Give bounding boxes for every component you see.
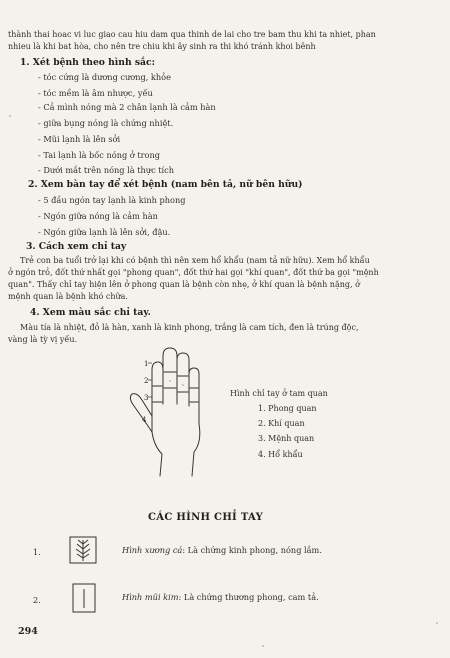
section-1-title: 1. Xét bệnh theo hình sắc: (20, 57, 155, 68)
svg-text:3: 3 (144, 394, 149, 402)
section-3-title: 3. Cách xem chỉ tay (26, 241, 127, 252)
section-1-item: - tóc mềm là âm nhược, yếu (38, 88, 153, 98)
section-1-item: - giữa bụng nóng là chứng nhiệt. (38, 118, 174, 128)
needle-icon (72, 583, 96, 613)
figure-item: 4. Hổ khẩu (258, 450, 303, 459)
hand-illustration (122, 342, 222, 477)
section-4-line: Màu tía là nhiệt, đỏ là hàn, xanh là kinh phong, trắng là cam tích, đen là trúng độc, (20, 323, 359, 332)
svg-text:4: 4 (142, 416, 147, 424)
svg-text:2: 2 (144, 377, 149, 385)
palm-row-text (122, 545, 322, 555)
page-number: 294 (18, 626, 38, 637)
scan-speck (262, 645, 264, 647)
section-1-item: - Tai lạnh là bốc nóng ở trong (38, 150, 160, 160)
palm-row-number: 1. (33, 547, 41, 557)
section-1-item: - Cả mình nóng mà 2 chân lạnh là cảm hàn (38, 102, 216, 112)
section-4-line: vàng là tỳ vị yếu. (8, 335, 78, 344)
palm-row-desc: : Là chứng thương phong, cam tả. (178, 592, 319, 602)
section-1-item: - Dưới mắt trên nóng là thực tích (38, 165, 175, 175)
section-1-item: - Mũi lạnh là lên sởi (38, 134, 121, 144)
intro-line-1: thành thai hoac vi luc giao cau hiu dam qua thinh de lai cho tre bam thu khi ta nhiet, phan (8, 30, 376, 39)
section-2-item: - 5 đầu ngón tay lạnh là kinh phong (38, 195, 186, 205)
figure-item: 1. Phong quan (258, 404, 317, 413)
figure-item: 3. Mệnh quan (258, 434, 315, 443)
intro-line-2: nhieu là khi bat hòa, cho nên tre chiu khi ây sinh ra thi khó tránh khoi bênh (8, 42, 316, 51)
palm-row-text (122, 592, 319, 602)
section-2-item: - Ngón giữa nóng là cảm hàn (38, 211, 158, 221)
palm-row-name: Hình xương cá (122, 545, 183, 555)
palm-lines-title: CÁC HÌNH CHỈ TAY (148, 512, 264, 523)
scan-speck (9, 115, 11, 117)
scan-speck (436, 622, 438, 624)
palm-row-name: Hình mũi kim (122, 592, 179, 602)
palm-row-desc: : Là chứng kinh phong, nóng lắm. (182, 545, 322, 555)
section-3-line: quan". Thấy chỉ tay hiện lên ở phong quan là bệnh còn nhẹ, ở khí quan là bệnh nặng, ở (8, 280, 360, 289)
section-3-line: ở ngón trỏ, đốt thứ nhất gọi "phong quan", đốt thứ hai gọi "khí quan", đốt thứ ba gọi "mệnh (8, 268, 379, 277)
section-1-item: - tóc cứng là dương cương, khỏe (38, 72, 171, 82)
section-3-line: mệnh quan là bệnh khó chữa. (8, 292, 128, 301)
svg-text:1: 1 (144, 360, 149, 368)
section-3-line: Trẻ con ba tuổi trở lại khi có bệnh thì nên xem hổ khẩu (nam tả nữ hữu). Xem hổ khẩu (20, 256, 370, 265)
palm-row-number: 2. (33, 595, 41, 605)
fishbone-icon (69, 536, 97, 564)
section-2-item: - Ngón giữa lạnh là lên sởi, đậu. (38, 227, 171, 237)
figure-item: 2. Khí quan (258, 419, 305, 428)
section-2-title: 2. Xem bàn tay để xét bệnh (nam bên tả, nữ bên hữu) (28, 179, 303, 190)
figure-caption: Hình chỉ tay ở tam quan (230, 389, 328, 398)
section-4-title: 4. Xem màu sắc chỉ tay. (30, 307, 151, 318)
